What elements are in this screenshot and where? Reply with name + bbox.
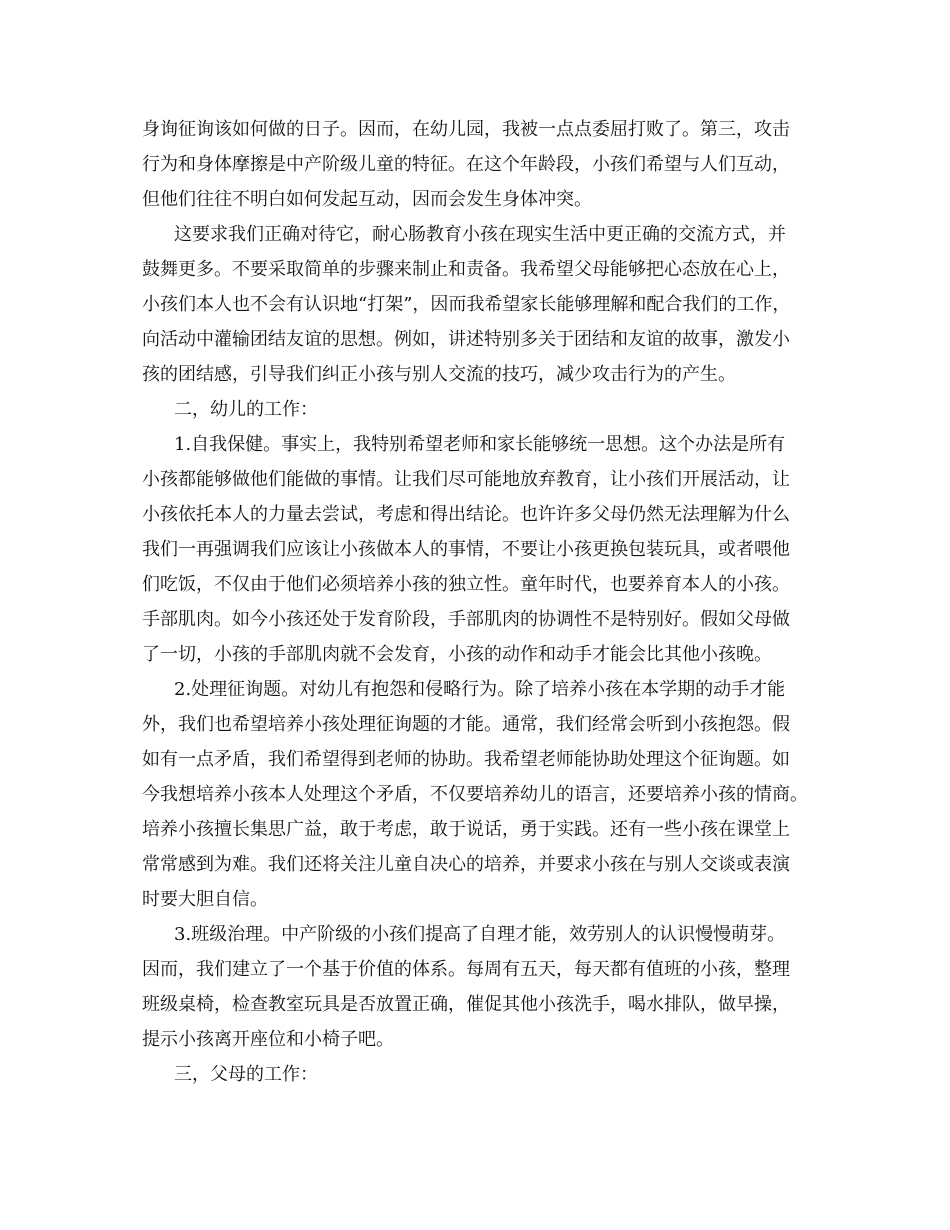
section-heading: 二，幼儿的工作： [174,399,318,420]
paragraph-line: 身询征询该如何做的日子。因而，在幼儿园，我被一点点委屈打败了。第三，攻击 [142,119,790,140]
paragraph-line: 向活动中灌输团结友谊的思想。例如，讲述特别多关于团结和友谊的故事，激发小 [142,329,790,350]
paragraph-line: 今我想培养小孩本人处理这个矛盾，不仅要培养幼儿的语言，还要培养小孩的情商。 [142,784,808,805]
paragraph-line: 班级桌椅，检查教室玩具是否放置正确，催促其他小孩洗手，喝水排队，做早操， [142,994,790,1015]
paragraph-line: 常常感到为难。我们还将关注儿童自决心的培养，并要求小孩在与别人交谈或表演 [142,854,790,875]
paragraph-line: 2.处理征询题。对幼儿有抱怨和侵略行为。除了培养小孩在本学期的动手才能 [174,679,786,700]
paragraph-line: 小孩们本人也不会有认识地“打架”，因而我希望家长能够理解和配合我们的工作， [142,294,791,315]
paragraph-line: 如有一点矛盾，我们希望得到老师的协助。我希望老师能协助处理这个征询题。如 [142,749,790,770]
paragraph-line: 提示小孩离开座位和小椅子吧。 [142,1029,394,1050]
paragraph-line: 1.自我保健。事实上，我特别希望老师和家长能够统一思想。这个办法是所有 [174,434,786,455]
paragraph-line: 们吃饭，不仅由于他们必须培养小孩的独立性。童年时代，也要养育本人的小孩。 [142,574,790,595]
paragraph-line: 行为和身体摩擦是中产阶级儿童的特征。在这个年龄段，小孩们希望与人们互动， [142,154,790,175]
paragraph-line: 鼓舞更多。不要采取简单的步骤来制止和责备。我希望父母能够把心态放在心上， [142,259,790,280]
paragraph-line: 小孩依托本人的力量去尝试，考虑和得出结论。也许许多父母仍然无法理解为什么 [142,504,790,525]
paragraph-line: 时要大胆自信。 [142,889,268,910]
paragraph-line: 小孩都能够做他们能做的事情。让我们尽可能地放弃教育，让小孩们开展活动，让 [142,469,790,490]
paragraph-line: 我们一再强调我们应该让小孩做本人的事情，不要让小孩更换包装玩具，或者喂他 [142,539,790,560]
paragraph-line: 了一切，小孩的手部肌肉就不会发育，小孩的动作和动手才能会比其他小孩晚。 [142,644,772,665]
paragraph-line: 培养小孩擅长集思广益，敢于考虑，敢于说话，勇于实践。还有一些小孩在课堂上 [142,819,790,840]
section-heading: 三，父母的工作： [174,1064,318,1085]
document-body [142,112,812,1092]
paragraph-line: 因而，我们建立了一个基于价值的体系。每周有五天，每天都有值班的小孩，整理 [142,959,790,980]
paragraph-line: 这要求我们正确对待它，耐心肠教育小孩在现实生活中更正确的交流方式，并 [174,224,786,245]
paragraph-line: 外，我们也希望培养小孩处理征询题的才能。通常，我们经常会听到小孩抱怨。假 [142,714,790,735]
paragraph-line: 但他们往往不明白如何发起互动，因而会发生身体冲突。 [142,189,592,210]
paragraph-line: 3.班级治理。中产阶级的小孩们提高了自理才能，效劳别人的认识慢慢萌芽。 [174,924,786,945]
paragraph-line: 孩的团结感，引导我们纠正小孩与别人交流的技巧，减少攻击行为的产生。 [142,364,736,385]
paragraph-line: 手部肌肉。如今小孩还处于发育阶段，手部肌肉的协调性不是特别好。假如父母做 [142,609,790,630]
